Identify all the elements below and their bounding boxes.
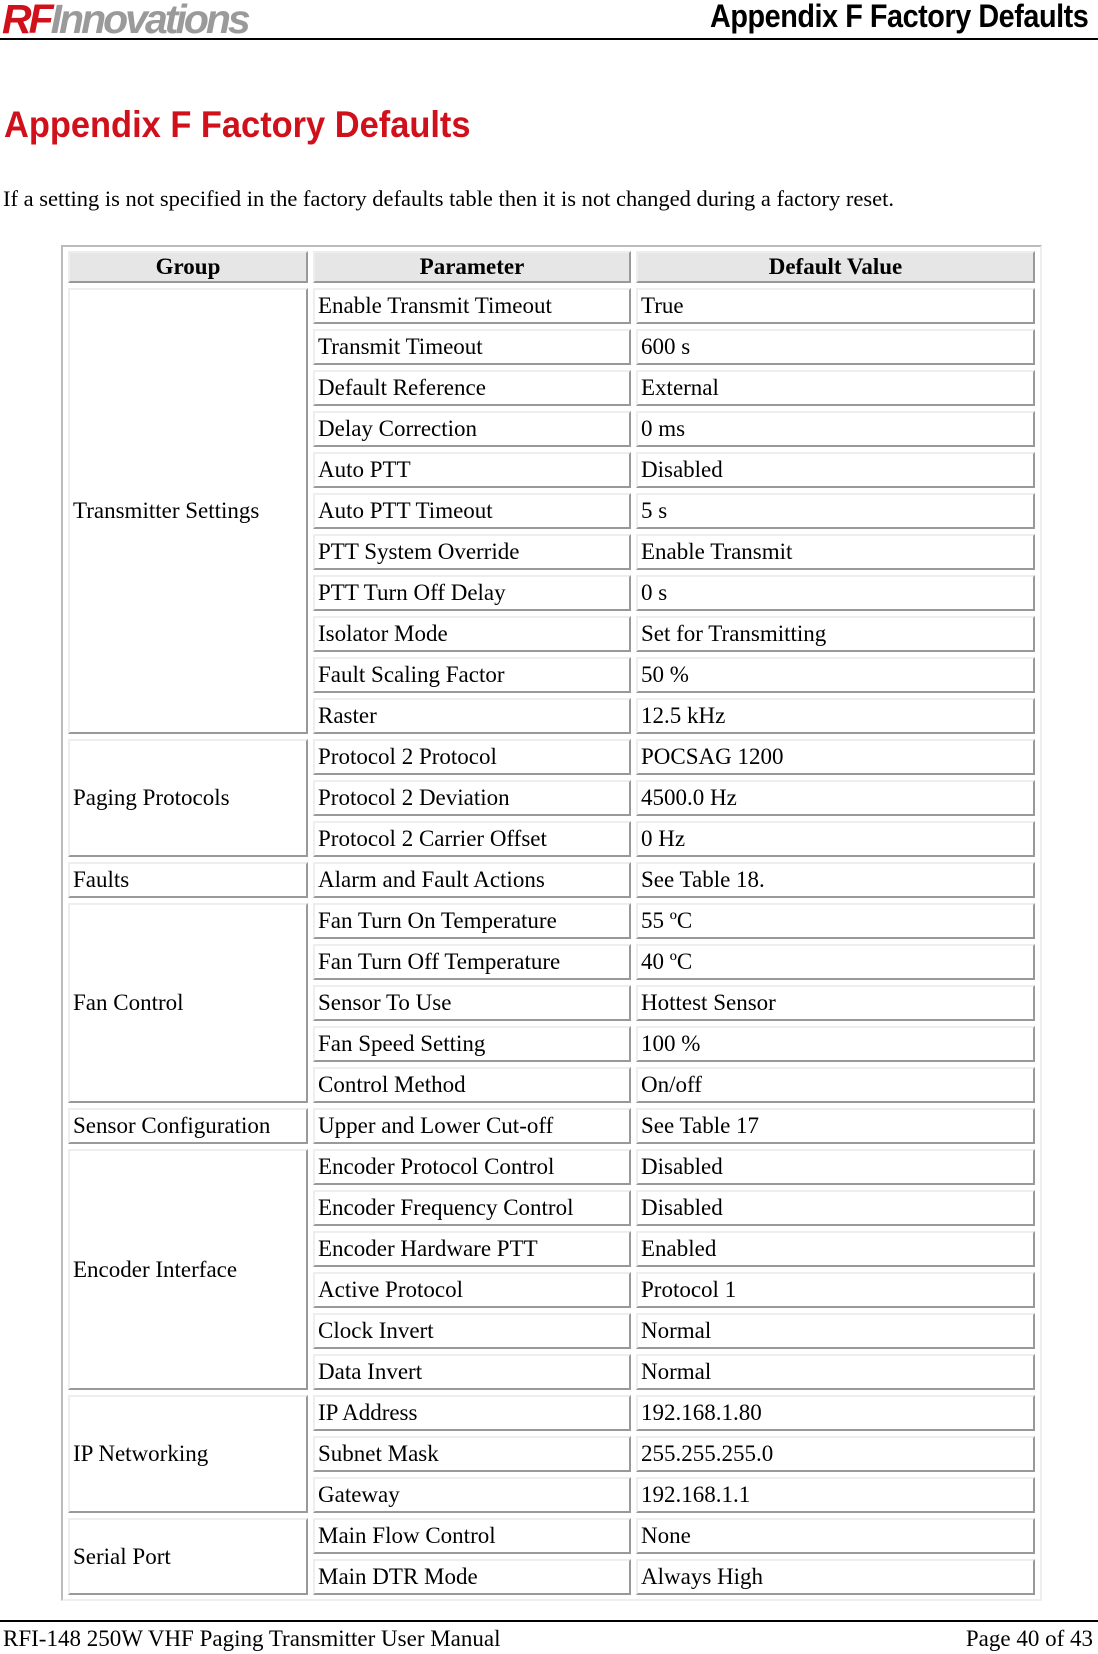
parameter-cell: Isolator Mode bbox=[313, 616, 631, 652]
group-cell: Serial Port bbox=[68, 1518, 308, 1595]
value-cell: Normal bbox=[636, 1313, 1035, 1349]
parameter-cell: Main DTR Mode bbox=[313, 1559, 631, 1595]
group-cell: IP Networking bbox=[68, 1395, 308, 1513]
parameter-cell: Fan Speed Setting bbox=[313, 1026, 631, 1062]
logo-rf: RF bbox=[2, 0, 51, 42]
group-cell: Paging Protocols bbox=[68, 739, 308, 857]
group-cell: Sensor Configuration bbox=[68, 1108, 308, 1144]
value-cell: 255.255.255.0 bbox=[636, 1436, 1035, 1472]
parameter-cell: Main Flow Control bbox=[313, 1518, 631, 1554]
table-row bbox=[68, 1395, 1035, 1431]
value-cell: Disabled bbox=[636, 1190, 1035, 1226]
table-row bbox=[68, 739, 1035, 775]
table-row bbox=[68, 903, 1035, 939]
table-header-row bbox=[68, 251, 1035, 283]
intro-paragraph: If a setting is not specified in the factory defaults table then it is not changed during a factory reset. bbox=[3, 186, 894, 211]
parameter-cell: Default Reference bbox=[313, 370, 631, 406]
logo-innovations: Innovations bbox=[50, 0, 248, 42]
parameter-cell: Subnet Mask bbox=[313, 1436, 631, 1472]
value-cell: Enable Transmit bbox=[636, 534, 1035, 570]
table-row bbox=[68, 1149, 1035, 1185]
header-default-value: Default Value bbox=[636, 251, 1035, 283]
parameter-cell: Auto PTT Timeout bbox=[313, 493, 631, 529]
parameter-cell: Protocol 2 Deviation bbox=[313, 780, 631, 816]
value-cell: Enabled bbox=[636, 1231, 1035, 1267]
factory-defaults-table bbox=[63, 246, 1040, 1600]
parameter-cell: Control Method bbox=[313, 1067, 631, 1103]
parameter-cell: PTT System Override bbox=[313, 534, 631, 570]
header-parameter: Parameter bbox=[313, 251, 631, 283]
table-row bbox=[68, 862, 1035, 898]
table-row bbox=[68, 1518, 1035, 1554]
footer-rule bbox=[0, 1620, 1098, 1622]
value-cell: 50 % bbox=[636, 657, 1035, 693]
value-cell: Disabled bbox=[636, 452, 1035, 488]
parameter-cell: Sensor To Use bbox=[313, 985, 631, 1021]
header-rule bbox=[0, 38, 1098, 40]
parameter-cell: Encoder Protocol Control bbox=[313, 1149, 631, 1185]
parameter-cell: Fan Turn On Temperature bbox=[313, 903, 631, 939]
value-cell: True bbox=[636, 288, 1035, 324]
value-cell: 0 ms bbox=[636, 411, 1035, 447]
table-row bbox=[68, 288, 1035, 324]
value-cell: Normal bbox=[636, 1354, 1035, 1390]
footer-manual-title: RFI-148 250W VHF Paging Transmitter User Manual bbox=[3, 1626, 501, 1651]
value-cell: Disabled bbox=[636, 1149, 1035, 1185]
parameter-cell: Data Invert bbox=[313, 1354, 631, 1390]
parameter-cell: Raster bbox=[313, 698, 631, 734]
value-cell: 5 s bbox=[636, 493, 1035, 529]
running-header-title: Appendix F Factory Defaults bbox=[709, 0, 1088, 34]
parameter-cell: Fault Scaling Factor bbox=[313, 657, 631, 693]
parameter-cell: Upper and Lower Cut-off bbox=[313, 1108, 631, 1144]
value-cell: None bbox=[636, 1518, 1035, 1554]
value-cell: POCSAG 1200 bbox=[636, 739, 1035, 775]
value-cell: 192.168.1.80 bbox=[636, 1395, 1035, 1431]
parameter-cell: Transmit Timeout bbox=[313, 329, 631, 365]
parameter-cell: PTT Turn Off Delay bbox=[313, 575, 631, 611]
value-cell: 100 % bbox=[636, 1026, 1035, 1062]
value-cell: 55 ºC bbox=[636, 903, 1035, 939]
group-cell: Fan Control bbox=[68, 903, 308, 1103]
value-cell: 0 s bbox=[636, 575, 1035, 611]
company-logo bbox=[2, 0, 248, 43]
value-cell: Always High bbox=[636, 1559, 1035, 1595]
parameter-cell: Alarm and Fault Actions bbox=[313, 862, 631, 898]
value-cell: See Table 18. bbox=[636, 862, 1035, 898]
value-cell: 4500.0 Hz bbox=[636, 780, 1035, 816]
parameter-cell: Active Protocol bbox=[313, 1272, 631, 1308]
value-cell: Hottest Sensor bbox=[636, 985, 1035, 1021]
parameter-cell: Encoder Frequency Control bbox=[313, 1190, 631, 1226]
parameter-cell: Protocol 2 Protocol bbox=[313, 739, 631, 775]
value-cell: Protocol 1 bbox=[636, 1272, 1035, 1308]
value-cell: 0 Hz bbox=[636, 821, 1035, 857]
parameter-cell: Protocol 2 Carrier Offset bbox=[313, 821, 631, 857]
parameter-cell: Gateway bbox=[313, 1477, 631, 1513]
parameter-cell: Fan Turn Off Temperature bbox=[313, 944, 631, 980]
parameter-cell: Clock Invert bbox=[313, 1313, 631, 1349]
value-cell: Set for Transmitting bbox=[636, 616, 1035, 652]
value-cell: 192.168.1.1 bbox=[636, 1477, 1035, 1513]
value-cell: See Table 17 bbox=[636, 1108, 1035, 1144]
group-cell: Transmitter Settings bbox=[68, 288, 308, 734]
factory-defaults-table-frame bbox=[61, 245, 1042, 1601]
value-cell: 12.5 kHz bbox=[636, 698, 1035, 734]
group-cell: Faults bbox=[68, 862, 308, 898]
parameter-cell: IP Address bbox=[313, 1395, 631, 1431]
parameter-cell: Encoder Hardware PTT bbox=[313, 1231, 631, 1267]
value-cell: External bbox=[636, 370, 1035, 406]
header-group: Group bbox=[68, 251, 308, 283]
table-row bbox=[68, 1108, 1035, 1144]
value-cell: 600 s bbox=[636, 329, 1035, 365]
group-cell: Encoder Interface bbox=[68, 1149, 308, 1390]
value-cell: 40 ºC bbox=[636, 944, 1035, 980]
footer-page-number: Page 40 of 43 bbox=[965, 1626, 1093, 1651]
parameter-cell: Auto PTT bbox=[313, 452, 631, 488]
parameter-cell: Enable Transmit Timeout bbox=[313, 288, 631, 324]
value-cell: On/off bbox=[636, 1067, 1035, 1103]
page-title: Appendix F Factory Defaults bbox=[4, 104, 471, 145]
parameter-cell: Delay Correction bbox=[313, 411, 631, 447]
